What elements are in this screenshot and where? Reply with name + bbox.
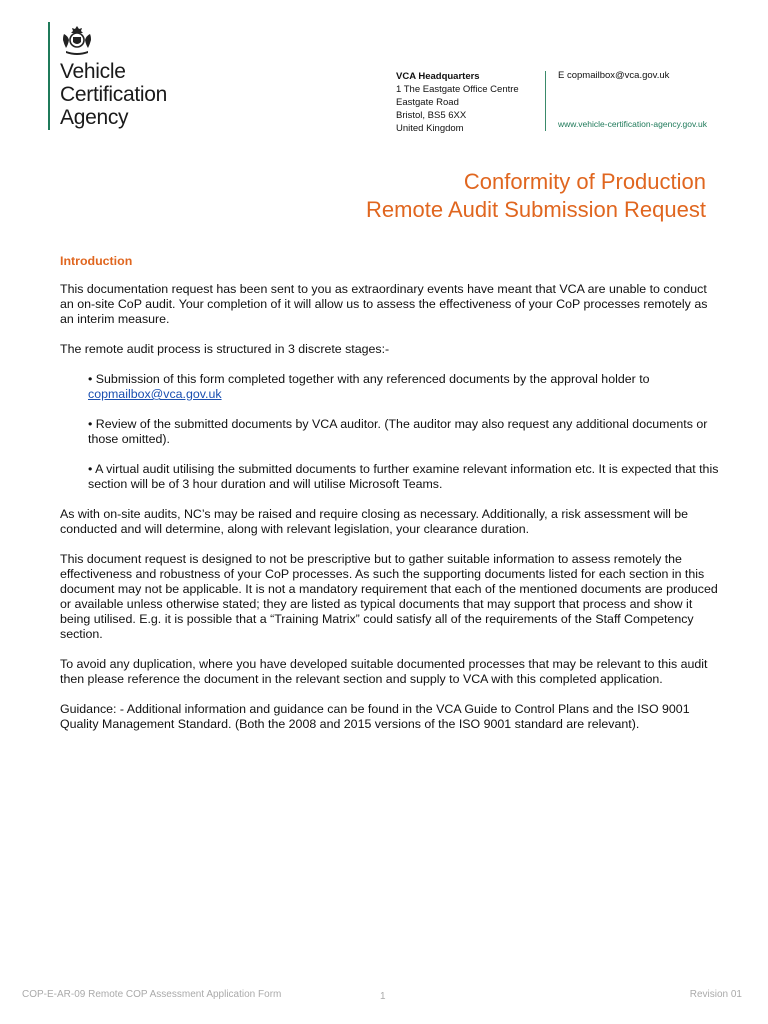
section-heading-introduction: Introduction [60, 254, 133, 268]
address-line-3: Bristol, BS5 6XX [396, 110, 467, 121]
agency-name [60, 60, 167, 129]
document-title [366, 168, 706, 224]
paragraph-intro: This documentation request has been sent to you as extraordinary events have meant that VCA are unable to conduct an on-site CoP audit. Your completion of it will allow us to assess the effectiveness of your CoP processes remotely as an interim measure. [60, 282, 708, 326]
footer-page-number: 1 [380, 991, 386, 1002]
bullet-item-virtual-audit: • A virtual audit utilising the submitted documents to further examine relevant information etc. It is expected that this section will be of 3 hour duration and will utilise Microsoft Teams. [88, 462, 719, 491]
address-line-1: 1 The Eastgate Office Centre [396, 84, 519, 95]
logo-line-1: Vehicle [60, 60, 126, 83]
paragraph-nc: As with on-site audits, NC’s may be raised and require closing as necessary. Additionally, a risk assessment will be conducted and will determine, along with relevant legislation, your clearance duration. [60, 507, 689, 536]
royal-crest-icon [60, 24, 94, 56]
contact-email: E copmailbox@vca.gov.uk [558, 70, 670, 81]
email-link[interactable]: copmailbox@vca.gov.uk [88, 387, 222, 401]
header-divider [545, 71, 546, 131]
vca-logo [48, 22, 183, 130]
bullet-item-review: • Review of the submitted documents by VCA auditor. (The auditor may also request any additional documents or those omitted). [88, 417, 708, 446]
document-body [60, 254, 720, 747]
paragraph-stages: The remote audit process is structured in 3 discrete stages:- [60, 342, 390, 356]
address-line-4: United Kingdom [396, 123, 464, 134]
title-line-2: Remote Audit Submission Request [366, 197, 706, 222]
title-line-1: Conformity of Production [463, 169, 706, 194]
hq-name: VCA Headquarters [396, 71, 480, 82]
hq-address-block [396, 70, 544, 135]
address-line-2: Eastgate Road [396, 97, 459, 108]
website-link[interactable]: www.vehicle-certification-agency.gov.uk [558, 119, 707, 129]
footer-doc-ref: COP-E-AR-09 Remote COP Assessment Application Form [22, 989, 282, 1000]
bullet-item-submission [88, 372, 720, 402]
paragraph-document-request: This document request is designed to not be prescriptive but to gather suitable information to assess remotely the effectiveness and robustness of your CoP processes. As such the supporting documents listed for each section in this document may not be applicable. It is not a mandatory requirement that each of the mentioned documents are produced or available unless otherwise stated; they are listed as typical documents that may support that process and show it being utilised. E.g. it is possible that a “Training Matrix” could satisfy all of the requirements of the Staff Competency section. [60, 552, 718, 641]
logo-line-3: Agency [60, 106, 129, 129]
logo-line-2: Certification [60, 83, 167, 106]
paragraph-guidance: Guidance: - Additional information and guidance can be found in the VCA Guide to Control Plans and the ISO 9001 Quality Management Standard. (Both the 2008 and 2015 versions of the ISO 9001 standard are relevant). [60, 702, 690, 731]
bullet-text: • Submission of this form completed together with any referenced documents by the approval holder to [88, 372, 650, 386]
paragraph-duplication: To avoid any duplication, where you have developed suitable documented processes that may be relevant to this audit then please reference the document in the relevant section and supply to VCA with this completed application. [60, 657, 708, 686]
footer-revision: Revision 01 [689, 989, 742, 1000]
